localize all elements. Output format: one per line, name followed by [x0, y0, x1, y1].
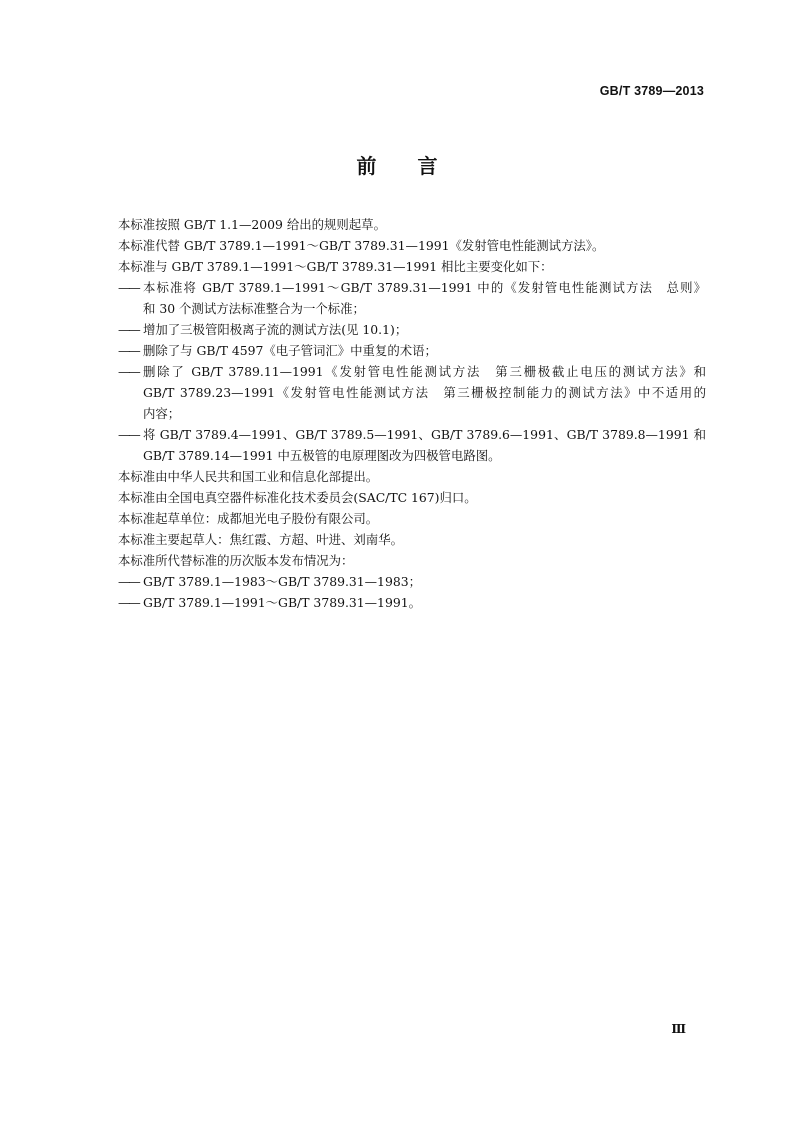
dash-marker: —— [118, 574, 139, 589]
paragraph-proposed-by: 本标准由中华人民共和国工业和信息化部提出。 [118, 469, 379, 484]
history-item [118, 571, 706, 592]
history-line: GB/T 3789.1—1991～GB/T 3789.31—1991。 [143, 595, 421, 610]
page-number: Ⅲ [671, 1022, 686, 1036]
dash-marker: —— [118, 427, 139, 442]
change-item [118, 361, 706, 424]
change-line: 删除了与 GB/T 4597《电子管词汇》中重复的术语； [143, 343, 437, 358]
history-line: GB/T 3789.1—1983～GB/T 3789.31—1983； [143, 574, 421, 589]
change-item [118, 319, 706, 340]
change-item [118, 424, 706, 466]
paragraph-drafters: 本标准主要起草人：焦红霞、方超、叶进、刘南华。 [118, 532, 403, 547]
dash-marker: —— [118, 280, 139, 295]
paragraph-changes-intro: 本标准与 GB/T 3789.1—1991～GB/T 3789.31—1991 相比主要变化如下： [118, 259, 553, 274]
change-line: 本标准将 GB/T 3789.1—1991～GB/T 3789.31—1991 中的《发射管电性能测试方法 总则》 [143, 280, 706, 295]
history-item [118, 592, 706, 613]
page-title: 前 言 [356, 154, 438, 178]
paragraph-technical-committee: 本标准由全国电真空器件标准化技术委员会(SAC/TC 167)归口。 [118, 490, 477, 505]
change-line: 将 GB/T 3789.4—1991、GB/T 3789.5—1991、GB/T 3789.6—1991、GB/T 3789.8—1991 和 [143, 427, 706, 442]
paragraph-history-intro: 本标准所代替标准的历次版本发布情况为： [118, 553, 354, 568]
dash-marker: —— [118, 595, 139, 610]
change-line: 删除了 GB/T 3789.11—1991《发射管电性能测试方法 第三栅极截止电压的测试方法》和 [143, 364, 706, 379]
dash-marker: —— [118, 364, 139, 379]
paragraph-replaces: 本标准代替 GB/T 3789.1—1991～GB/T 3789.31—1991《发射管电性能测试方法》。 [118, 238, 605, 253]
dash-marker: —— [118, 322, 139, 337]
paragraph-drafting-unit: 本标准起草单位：成都旭光电子股份有限公司。 [118, 511, 379, 526]
change-line: 和 30 个测试方法标准整合为一个标准； [143, 301, 365, 316]
change-item [118, 340, 706, 361]
change-line: GB/T 3789.23—1991《发射管电性能测试方法 第三栅极控制能力的测试方法》中不适用的 [143, 385, 706, 400]
foreword-body [118, 214, 706, 613]
change-line: 内容； [143, 406, 181, 421]
change-line: GB/T 3789.14—1991 中五极管的电原理图改为四极管电路图。 [143, 448, 501, 463]
change-line: 增加了三极管阳极离子流的测试方法(见 10.1)； [143, 322, 408, 337]
change-item [118, 277, 706, 319]
paragraph-drafting-rule: 本标准按照 GB/T 1.1—2009 给出的规则起草。 [118, 217, 386, 232]
dash-marker: —— [118, 343, 139, 358]
standard-code: GB/T 3789—2013 [599, 84, 704, 98]
